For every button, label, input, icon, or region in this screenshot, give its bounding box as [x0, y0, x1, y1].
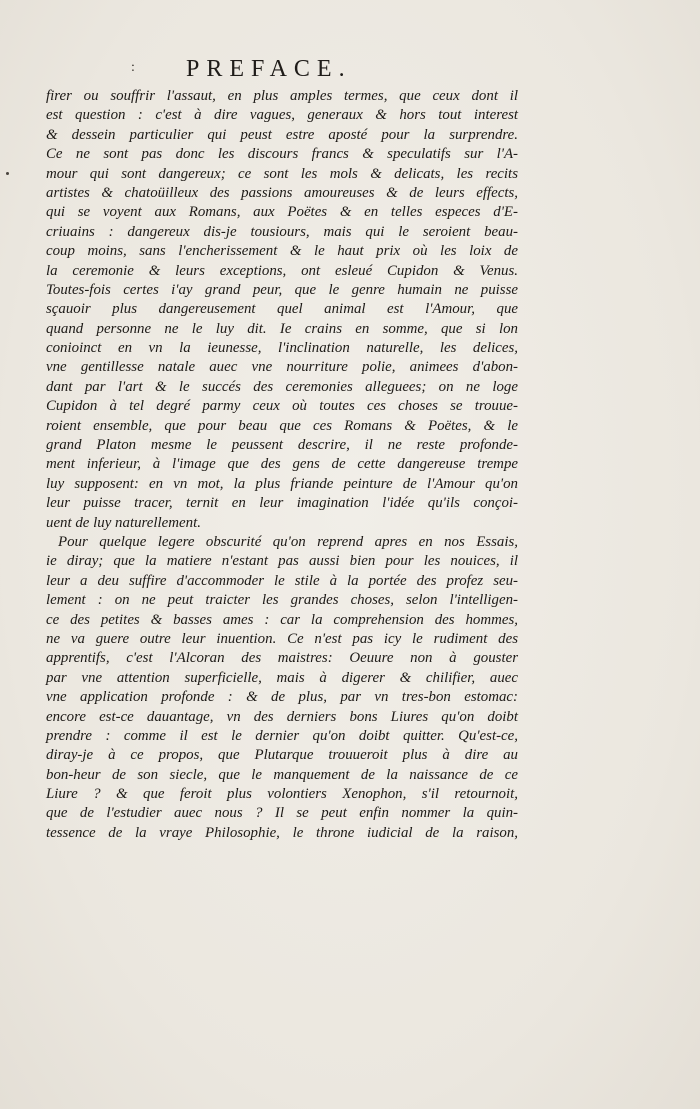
text-line: encore est-ce dauantage, vn des derniers bons Liures qu'on doibt: [46, 708, 518, 725]
text-line: vne gentillesse natale auec vne nourriture polie, animees d'abon-: [46, 359, 518, 376]
text-line: grand Platon mesme le peussent descrire, il ne reste profonde-: [46, 437, 518, 454]
text-line: & dessein particulier qui peust estre aposté pour la surprendre.: [46, 126, 518, 143]
text-line: ne va guere outre leur inuention. Ce n'est pas icy le rudiment des: [46, 630, 518, 647]
text-line: leur puisse tracer, ternit en leur imagination l'idée qu'ils conçoi-: [46, 495, 518, 512]
text-line: qui se voyent aux Romans, aux Poëtes & en telles especes d'E-: [46, 204, 518, 221]
text-line: luy supposent: en vn mot, la plus friande peinture de l'Amour qu'on: [46, 475, 518, 492]
text-line: conioinct en vn la ieunesse, l'inclination naturelle, les delices,: [46, 340, 518, 357]
text-line: apprentifs, c'est l'Alcoran des maistres: Oeuure non à gouster: [46, 650, 518, 667]
text-line: artistes & chatoüilleux des passions amoureuses & de leurs effects,: [46, 184, 518, 201]
text-line: leur a deu suffire d'accommoder le stile à la portée des profez seu-: [46, 572, 518, 589]
text-line: la ceremonie & leurs exceptions, ont esleué Cupidon & Venus.: [46, 262, 518, 279]
text-line: criuains : dangereux dis-je tousiours, mais qui le seroient beau-: [46, 223, 518, 240]
text-line: Toutes-fois certes i'ay grand peur, que le genre humain ne puisse: [46, 281, 518, 298]
text-line: est question : c'est à dire vagues, generaux & hors tout interest: [46, 107, 518, 124]
text-line: ment inferieur, à l'image que des gens de cette dangereuse trempe: [46, 456, 518, 473]
text-line: bon-heur de son siecle, que le manquement de la naissance de ce: [46, 766, 518, 783]
text-line: Cupidon à tel degré parmy ceux où toutes ces choses se trouue-: [46, 398, 518, 415]
text-line: vne application profonde : & de plus, par vn tres-bon estomac:: [46, 689, 518, 706]
text-line: dant par l'art & le succés des ceremonies alleguees; on ne loge: [46, 378, 518, 395]
body-text: [46, 87, 518, 843]
text-line: sçauoir plus dangereusement quel animal est l'Amour, que: [46, 301, 518, 318]
margin-mark: [6, 172, 9, 175]
text-line: ie diray; que la matiere n'estant pas aussi bien pour les nouices, il: [46, 553, 518, 570]
text-line: tessence de la vraye Philosophie, le throne iudicial de la raison,: [46, 824, 518, 841]
paragraph-end-line: uent de luy naturellement.: [46, 514, 201, 531]
text-line: que de l'estudier auec nous ? Il se peut enfin nommer la quin-: [46, 805, 518, 822]
text-line: prendre : comme il est le dernier qu'on doibt quitter. Qu'est-ce,: [46, 727, 518, 744]
text-line: coup moins, sans l'encherissement & le haut prix où les loix de: [46, 243, 518, 260]
page-header: [0, 56, 700, 84]
text-line: mour qui sont dangereux; ce sont les mols & delicats, les recits: [46, 165, 518, 182]
text-line: Liure ? & que feroit plus volontiers Xenophon, s'il retournoit,: [46, 786, 518, 803]
text-line: firer ou souffrir l'assaut, en plus amples termes, que ceux dont il: [46, 88, 518, 104]
header-colon: :: [131, 60, 135, 75]
text-line: Ce ne sont pas donc les discours francs & speculatifs sur l'A-: [46, 146, 518, 163]
text-line: diray-je à ce propos, que Plutarque trouueroit plus à dire au: [46, 747, 518, 764]
text-line: quand personne ne le luy dit. Ie crains en somme, que si lon: [46, 320, 518, 337]
paragraph-first-line: Pour quelque legere obscurité qu'on reprend apres en nos Essais,: [58, 533, 518, 550]
text-line: lement : on ne peut traicter les grandes choses, selon l'intelligen-: [46, 592, 518, 609]
page-title: PREFACE.: [186, 56, 352, 82]
text-line: par vne attention superficielle, mais à digerer & chilifier, auec: [46, 669, 518, 686]
text-line: roient ensemble, que pour beau que ces Romans & Poëtes, & le: [46, 417, 518, 434]
text-line: ce des petites & basses ames : car la comprehension des hommes,: [46, 611, 518, 628]
